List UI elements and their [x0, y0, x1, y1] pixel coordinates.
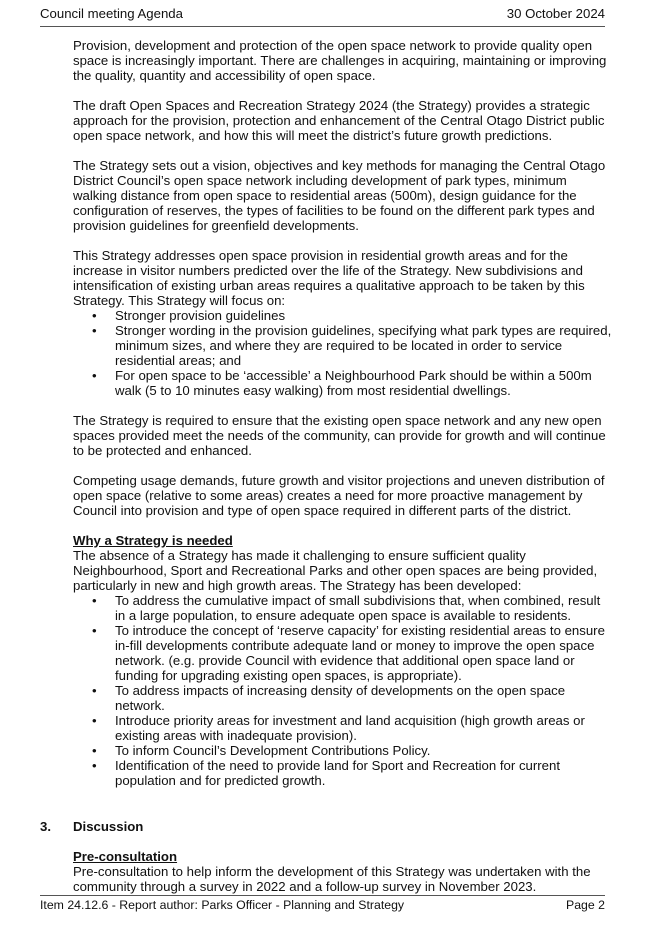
paragraph: Competing usage demands, future growth and visitor projections and uneven distribution of open space (relative to some areas) creates a need for more proactive management by Council into provision and type of open space required in different parts of the district. [73, 473, 605, 518]
list-item: • To address the cumulative impact of small subdivisions that, when combined, result in a large population, to ensure adequate open space is available to residents. [73, 593, 613, 623]
focus-list [73, 308, 613, 398]
document-body [73, 38, 613, 788]
list-item: • Identification of the need to provide land for Sport and Recreation for current population and for predicted growth. [73, 758, 613, 788]
footer-rule [40, 895, 605, 896]
footer-page: Page 2 [566, 898, 605, 912]
preconsultation-text: Pre-consultation to help inform the development of this Strategy was undertaken with the community through a survey in 2022 and a follow-up survey in November 2023. [73, 864, 591, 894]
why-heading: Why a Strategy is needed [73, 533, 233, 548]
page-footer [40, 898, 605, 913]
header-date: 30 October 2024 [506, 6, 605, 21]
preconsultation-heading: Pre-consultation [73, 849, 178, 864]
preconsultation-block [73, 849, 613, 894]
list-item: • To inform Council’s Development Contributions Policy. [73, 743, 613, 758]
page-header [40, 6, 605, 22]
why-list [73, 593, 613, 788]
list-item: • Introduce priority areas for investment and land acquisition (high growth areas or existing areas with inadequate provision). [73, 713, 613, 743]
list-item: • For open space to be ‘accessible’ a Neighbourhood Park should be within a 500m walk (5 to 10 minutes easy walking) from most residential dwellings. [73, 368, 613, 398]
header-rule [40, 26, 605, 27]
paragraph: The draft Open Spaces and Recreation Strategy 2024 (the Strategy) provides a strategic approach for the provision, protection and enhancement of the Central Otago District public open space network, and how this will meet the district’s future growth predictions. [73, 98, 605, 143]
paragraph: The Strategy is required to ensure that the existing open space network and any new open spaces provided meet the needs of the community, can provide for growth and will continue to be protected and enhanced. [73, 413, 606, 458]
section-number: 3. [40, 819, 51, 834]
section-title: Discussion [73, 819, 144, 834]
list-item: • Stronger provision guidelines [73, 308, 613, 323]
paragraph: Provision, development and protection of the open space network to provide quality open space is increasingly important. There are challenges in acquiring, maintaining or improving the quality, quantity and accessibility of open space. [73, 38, 607, 83]
list-item: • To introduce the concept of ‘reserve capacity’ for existing residential areas to ensure in-fill developments contribute adequate land or money to improve the open space network. (e.g. provide Council with evidence that additional open space land or funding for upgrading existing open spaces, is appropriate). [73, 623, 613, 683]
paragraph: The Strategy sets out a vision, objectives and key methods for managing the Central Otago District Council’s open space network including development of park types, minimum walking distance from open space to residential areas (500m), design guidance for the configuration of reserves, the types of facilities to be found on the different park types and provision guidelines for greenfield developments. [73, 158, 606, 233]
why-intro: The absence of a Strategy has made it challenging to ensure sufficient quality Neighbourhood, Sport and Recreational Parks and other open spaces are being provided, particularly in new and high growth areas. The Strategy has been developed: [73, 548, 598, 593]
footer-item: Item 24.12.6 - Report author: Parks Officer - Planning and Strategy [40, 898, 405, 912]
list-item: • Stronger wording in the provision guidelines, specifying what park types are required, minimum sizes, and where they are required to be located in order to service residential areas; and [73, 323, 613, 368]
paragraph: This Strategy addresses open space provision in residential growth areas and for the increase in visitor numbers predicted over the life of the Strategy. New subdivisions and intensification of existing urban areas requires a qualitative approach to be taken by this Strategy. This Strategy will focus on: [73, 248, 585, 308]
list-item: • To address impacts of increasing density of developments on the open space network. [73, 683, 613, 713]
header-title: Council meeting Agenda [40, 6, 183, 21]
